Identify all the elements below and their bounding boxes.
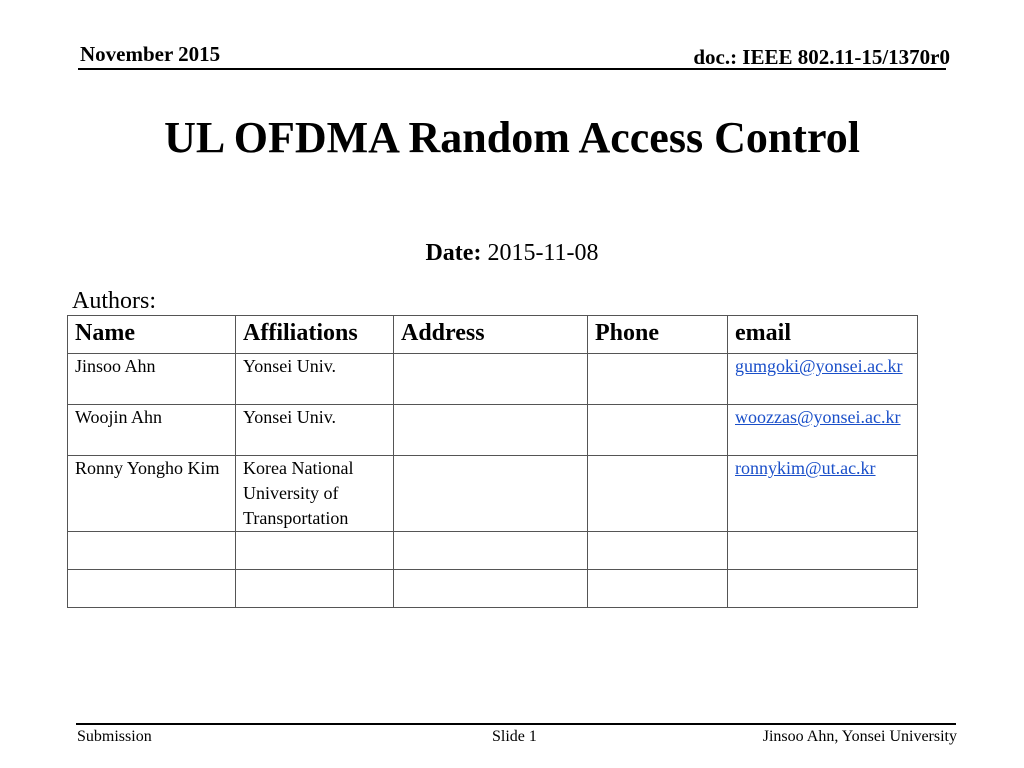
author-phone (588, 532, 728, 570)
author-affiliation: Korea National University of Transportation (236, 456, 394, 532)
author-email-cell (728, 532, 918, 570)
author-address (394, 456, 588, 532)
author-name: Woojin Ahn (68, 405, 236, 456)
author-affiliation: Yonsei Univ. (236, 354, 394, 405)
column-header-address: Address (394, 316, 588, 354)
column-header-email: email (728, 316, 918, 354)
footer-submission: Submission (77, 728, 152, 745)
author-phone (588, 570, 728, 608)
author-email-link[interactable]: woozzas@yonsei.ac.kr (735, 407, 901, 427)
slide-title: UL OFDMA Random Access Control (164, 113, 860, 162)
authors-table (67, 315, 918, 608)
table-row (68, 456, 918, 532)
author-affiliation (236, 532, 394, 570)
header-rule (78, 68, 946, 70)
author-email-cell (728, 354, 918, 405)
author-phone (588, 354, 728, 405)
author-phone (588, 405, 728, 456)
author-email-link[interactable]: ronnykim@ut.ac.kr (735, 458, 876, 478)
author-name: Ronny Yongho Kim (68, 456, 236, 532)
date-line (0, 240, 1024, 267)
table-header-row (68, 316, 918, 354)
author-address (394, 570, 588, 608)
author-affiliation (236, 570, 394, 608)
table-row (68, 532, 918, 570)
author-email-link[interactable]: gumgoki@yonsei.ac.kr (735, 356, 903, 376)
header-doc-label: doc.: IEEE 802.11-15/1370r0 (693, 45, 950, 69)
author-address (394, 532, 588, 570)
table-row (68, 354, 918, 405)
author-address (394, 405, 588, 456)
table-row (68, 570, 918, 608)
table-row (68, 405, 918, 456)
author-name: Jinsoo Ahn (68, 354, 236, 405)
column-header-affiliations: Affiliations (236, 316, 394, 354)
column-header-phone: Phone (588, 316, 728, 354)
date-label: Date: (425, 240, 482, 266)
footer-slide-number: Slide 1 (492, 728, 537, 745)
author-name (68, 532, 236, 570)
header-date: November 2015 (80, 42, 221, 66)
author-affiliation: Yonsei Univ. (236, 405, 394, 456)
author-phone (588, 456, 728, 532)
column-header-name: Name (68, 316, 236, 354)
footer-author: Jinsoo Ahn, Yonsei University (762, 728, 957, 745)
author-email-cell (728, 456, 918, 532)
author-address (394, 354, 588, 405)
author-email-cell (728, 570, 918, 608)
author-name (68, 570, 236, 608)
author-email-cell (728, 405, 918, 456)
authors-label: Authors: (72, 288, 156, 314)
date-value: 2015-11-08 (487, 240, 599, 266)
footer-rule (76, 723, 956, 725)
